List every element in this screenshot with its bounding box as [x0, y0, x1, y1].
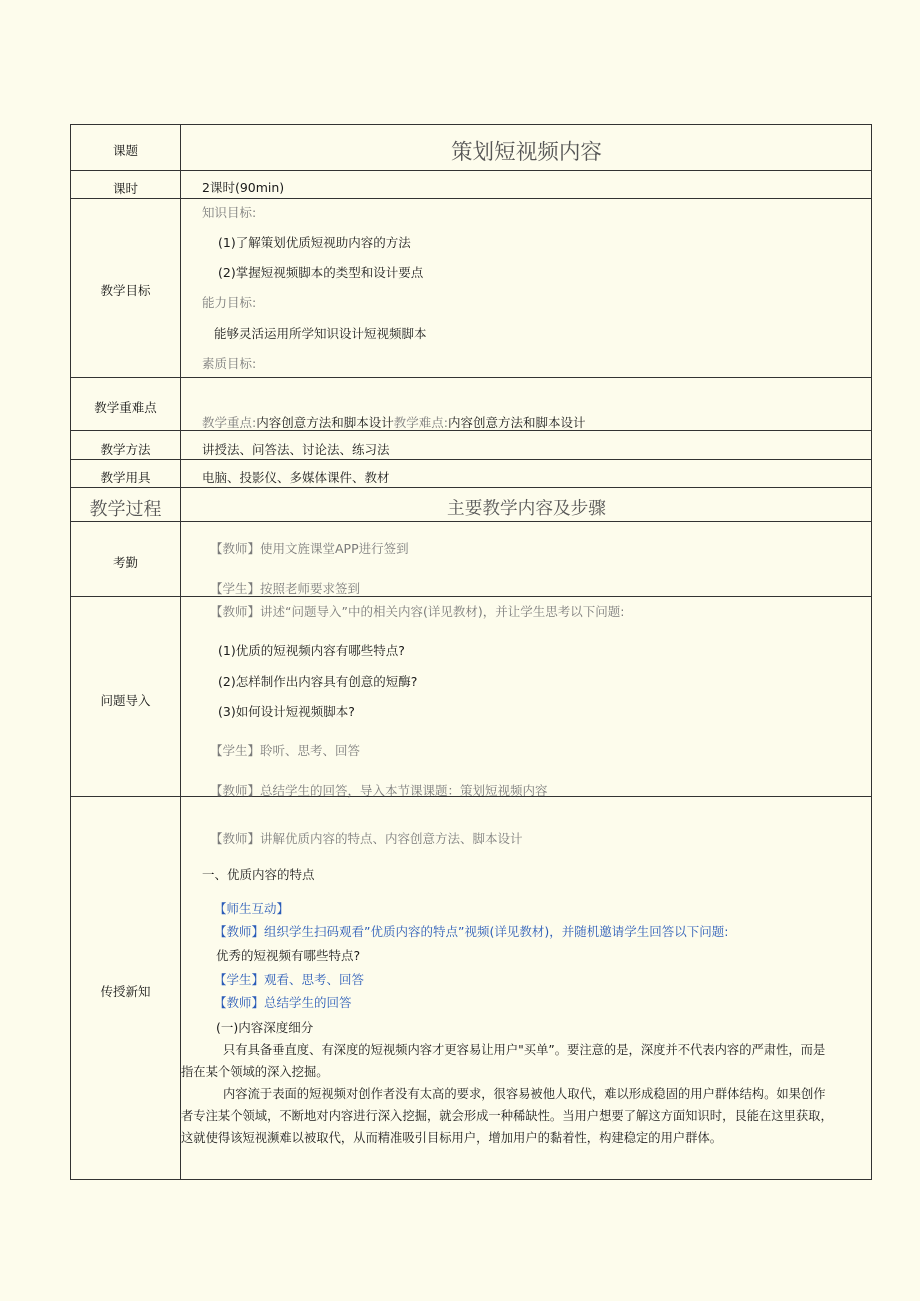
paragraph-line: 这就使得该短视濒难以被取代，从而精准吸引目标用户，增加用户的黏着性，构建稳定的用户群体。	[181, 1131, 723, 1145]
ability-item: 能够灵活运用所学知识设计短视频脚本	[214, 326, 427, 341]
row-divider	[71, 377, 871, 378]
process-header-left: 教学过程	[89, 499, 162, 520]
subsection-heading: (一)内容深度细分	[216, 1020, 314, 1035]
knowledge-item: (2)掌握短视频脚本的类型和设计要点	[218, 265, 424, 280]
key-points-label: 教学重难点	[94, 400, 157, 415]
paragraph-line: 只有具备垂直度、有深度的短视频内容才更容易让用户"买单”。要注意的是，深度并不代表内容的严肃性，而是	[223, 1043, 826, 1057]
row-divider	[71, 198, 871, 199]
column-divider	[180, 125, 181, 1179]
ability-heading: 能力目标:	[202, 295, 257, 310]
difficult-prefix: 教学难点:	[393, 415, 448, 430]
attendance-student: 【学生】按照老师要求签到	[210, 581, 361, 596]
methods-value: 讲授法、问答法、讨论法、练习法	[202, 442, 390, 457]
interaction-student: 【学生】观看、思考、回答	[214, 972, 365, 987]
row-divider	[71, 487, 871, 488]
tools-label: 教学用具	[100, 470, 151, 485]
lesson-plan-table	[70, 124, 872, 1180]
row-divider	[71, 459, 871, 460]
row-divider	[71, 596, 871, 597]
interaction-teacher: 【教师】组织学生扫码观看”优质内容的特点”视频(详见教材)，并随机邀请学生回答以下问题:	[214, 924, 729, 939]
difficult-text: 内容创意方法和脚本设计	[447, 415, 586, 430]
process-header-right: 主要教学内容及步骤	[447, 499, 606, 519]
title-label: 课题	[112, 143, 138, 158]
intro-question: (3)如何设计短视频脚本?	[218, 704, 355, 719]
row-divider	[71, 170, 871, 171]
paragraph-line: 指在某个领域的深入挖掘。	[181, 1065, 329, 1079]
paragraph-line: 内容流于表面的短视频对创作者没有太高的要求，很容易被他人取代，难以形成稳固的用户群体结构。如果创作	[223, 1087, 826, 1101]
paragraph-line: 者专注某个领域，不断地对内容进行深入挖掘，就会形成一种稀缺性。当用户想要了解这方面知识时，艮能在这里获取，	[181, 1109, 833, 1123]
paragraph-1	[181, 1039, 871, 1083]
hours-value: 2课时(90min)	[202, 180, 285, 195]
intro-label: 问题导入	[100, 693, 151, 708]
paragraph-2	[181, 1083, 871, 1149]
knowledge-item: (1)了解策划优质短视助内容的方法	[218, 235, 411, 250]
intro-teacher: 【教师】讲述“问题导入”中的相关内容(详见教材)，并让学生思考以下问题:	[210, 604, 625, 619]
row-divider	[71, 521, 871, 522]
attendance-label: 考勤	[112, 555, 138, 570]
teach-label: 传授新知	[100, 984, 151, 999]
methods-label: 教学方法	[100, 442, 151, 457]
lesson-title: 策划短视频内容	[450, 140, 603, 165]
intro-question: (2)怎样制作出内容具有创意的短酶?	[218, 674, 418, 689]
key-prefix: 教学重点:	[202, 415, 257, 430]
attendance-teacher: 【教师】使用文旌课堂APP进行签到	[210, 541, 409, 556]
intro-summary: 【教师】总结学生的回答，导入本节课课题：策划短视频内容	[210, 783, 548, 798]
intro-question: (1)优质的短视频内容有哪些特点?	[218, 643, 405, 658]
interaction-heading: 【师生互动】	[214, 901, 290, 916]
knowledge-heading: 知识目标:	[202, 205, 257, 220]
interaction-summary: 【教师】总结学生的回答	[214, 995, 352, 1010]
hours-label: 课时	[112, 181, 138, 196]
key-points-line	[202, 413, 585, 431]
quality-heading: 素质目标:	[202, 356, 257, 371]
goals-label: 教学目标	[100, 283, 151, 298]
key-text: 内容创意方法和脚本设计	[256, 415, 394, 430]
interaction-question: 优秀的短视频有哪些特点?	[216, 948, 361, 963]
intro-student: 【学生】聆听、思考、回答	[210, 743, 361, 758]
section-heading: 一、优质内容的特点	[202, 867, 315, 882]
tools-value: 电脑、投影仪、多媒体课件、教材	[202, 470, 390, 485]
teach-teacher: 【教师】讲解优质内容的特点、内容创意方法、脚本设计	[210, 831, 523, 846]
